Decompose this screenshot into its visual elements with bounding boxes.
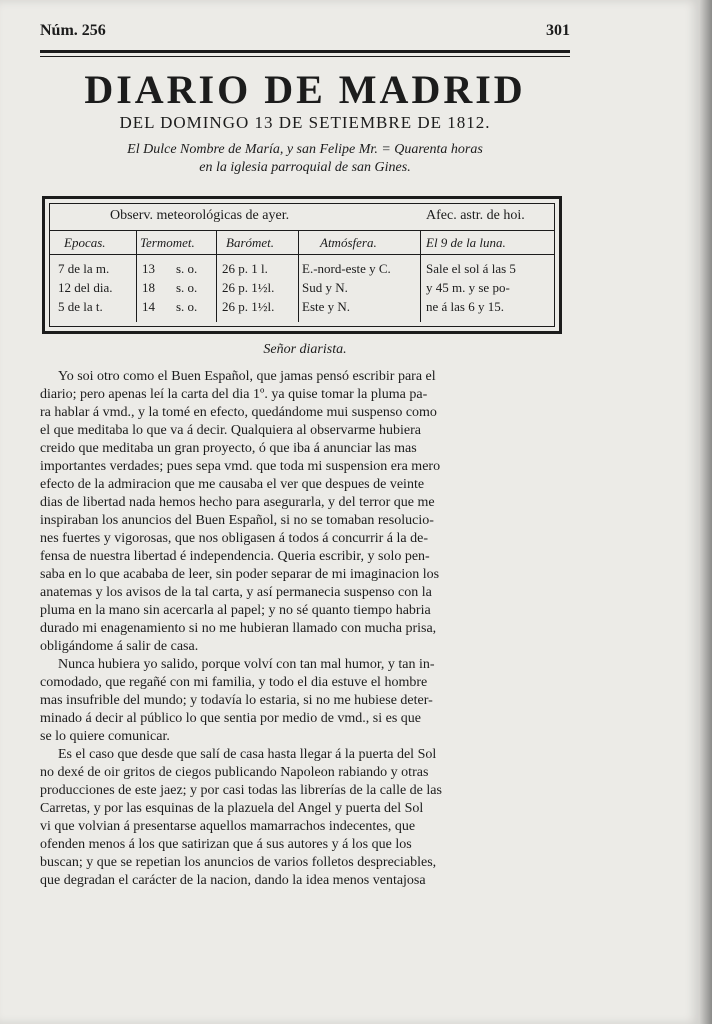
letter-line: creido que meditaba un gran proyecto, ó que iba á anunciar las mas (40, 441, 417, 456)
astro-line-1: Sale el sol á las 5 (426, 261, 516, 276)
row-1-atmos: E.-nord-este y C. (302, 261, 391, 276)
letter-line: Es el caso que desde que salí de casa hasta llegar á la puerta del Sol (58, 747, 437, 762)
letter-line: Yo soi otro como el Buen Español, que jamas pensó escribir para el (58, 369, 436, 384)
letter-line: comodado, que regañé con mi familia, y todo el dia estuve el hombre (40, 675, 428, 690)
letter-line: ra hablar á vmd., y la tomé en efecto, quedándome mui suspenso como (40, 405, 437, 420)
header-epocas: Epocas. (64, 235, 106, 250)
letter-line: el que meditaba lo que va á decir. Qualquiera al observarme hubiera (40, 423, 421, 438)
letter-line: durado mi enagenamiento si no me hubieran llamado con mucha prisa, (40, 621, 437, 636)
row-3-baro: 26 p. 1½l. (222, 299, 275, 314)
letter-line: se lo quiere comunicar. (40, 729, 170, 744)
letter-line: importantes verdades; pues sepa vmd. que toda mi suspension era mero (40, 459, 441, 474)
letter-line: Carretas, y por las esquinas de la plazuela del Angel y puerta del Sol (40, 801, 424, 816)
saints-notice (40, 141, 570, 177)
letter-line: pluma en la mano sin acercarla al papel; y no sé quanto tiempo habria (40, 603, 431, 618)
letter-line: diario; pero apenas leí la carta del dia 1º. ya quise tomar la pluma pa- (40, 387, 428, 402)
letter-line: anatemas y los avisos de la tal carta, y así permanecia suspenso con la (40, 585, 432, 600)
header-rule-thick (40, 50, 570, 53)
row-3-epoca: 5 de la t. (58, 299, 103, 314)
letter-line: no dexé de oir gritos de ciegos publicando Napoleon rabiando y otras (40, 765, 429, 780)
row-3-atmos: Este y N. (302, 299, 351, 314)
saints-line-1: El Dulce Nombre de María, y san Felipe Mr. = Quarenta horas (127, 142, 483, 157)
row-1-temp-unit: s. o. (176, 261, 198, 276)
weather-title: Observ. meteorológicas de ayer. (110, 208, 290, 223)
letter-line: minado á decir al público lo que sentia por medio de vmd., si es que (40, 711, 422, 726)
letter-line: obligándome á salir de casa. (40, 639, 199, 654)
page-edge (700, 0, 712, 1024)
row-1-baro: 26 p. 1 l. (222, 261, 268, 276)
issue-header (40, 22, 570, 46)
letter-line: que degradan el carácter de la nacion, dando la idea menos ventajosa (40, 873, 426, 888)
header-rule-thin (40, 56, 570, 57)
row-2-temp: 18 (142, 280, 155, 295)
col-divider-2 (216, 230, 217, 322)
row-2-baro: 26 p. 1½l. (222, 280, 275, 295)
saints-line-2: en la iglesia parroquial de san Gines. (199, 160, 411, 175)
dateline: DEL DOMINGO 13 DE SETIEMBRE DE 1812. (119, 113, 491, 132)
letter-body (40, 368, 570, 890)
astro-line-3: ne á las 6 y 15. (426, 299, 504, 314)
row-2-atmos: Sud y N. (302, 280, 348, 295)
row-3-temp: 14 (142, 299, 155, 314)
weather-table (42, 196, 562, 334)
row-1-temp: 13 (142, 261, 155, 276)
col-divider-1 (136, 230, 137, 322)
letter-line: dias de libertad nada hemos hecho para asegurarla, y del terror que me (40, 495, 435, 510)
letter-line: vi que volvian á presentarse aquellos mamarrachos indecentes, que (40, 819, 416, 834)
letter-line: efecto de la admiracion que me causaba el ver que despues de veinte (40, 477, 425, 492)
row-2-temp-unit: s. o. (176, 280, 198, 295)
letter-line: producciones de este jaez; y por casi todas las librerías de la calle de las (40, 783, 442, 798)
col-divider-4 (420, 230, 421, 322)
letter-line: Nunca hubiera yo salido, porque volví con tan mal humor, y tan in- (58, 657, 435, 672)
page-number: 301 (546, 22, 570, 39)
letter-line: saba en lo que acababa de leer, sin poder separar de mi imaginacion los (40, 567, 440, 582)
weather-table-inner (49, 203, 555, 327)
letter-line: ofenden menos á los que satirizan que á sus autores y á los que los (40, 837, 412, 852)
row-3-temp-unit: s. o. (176, 299, 198, 314)
astro-title: Afec. astr. de hoi. (426, 208, 525, 223)
header-atmosfera: Atmósfera. (320, 235, 377, 250)
table-rule-top (50, 230, 554, 231)
letter-line: mas insufrible del mundo; y todavía lo estaria, si no me hubiese deter- (40, 693, 433, 708)
astro-line-2: y 45 m. y se po- (426, 280, 510, 295)
header-termomet: Termomet. (140, 235, 195, 250)
letter-line: nes fuertes y vigorosas, que nos obligasen á todos á concurrir á la de- (40, 531, 428, 546)
row-2-epoca: 12 del dia. (58, 280, 113, 295)
letter-heading: Señor diarista. (263, 342, 347, 357)
col-divider-3 (298, 230, 299, 322)
issue-number: Núm. 256 (40, 22, 106, 39)
letter-line: buscan; y que se repetian los anuncios de varios folletos despreciables, (40, 855, 437, 870)
header-barometro: Barómet. (226, 235, 275, 250)
letter-line: inspiraban los anuncios del Buen Español, si no se tomaban resolucio- (40, 513, 434, 528)
masthead-title: DIARIO DE MADRID (84, 67, 526, 112)
header-luna: El 9 de la luna. (426, 235, 506, 250)
letter-line: fensa de nuestra libertad é independencia. Queria escribir, y solo pen- (40, 549, 430, 564)
row-1-epoca: 7 de la m. (58, 261, 110, 276)
table-rule-header (50, 254, 554, 255)
